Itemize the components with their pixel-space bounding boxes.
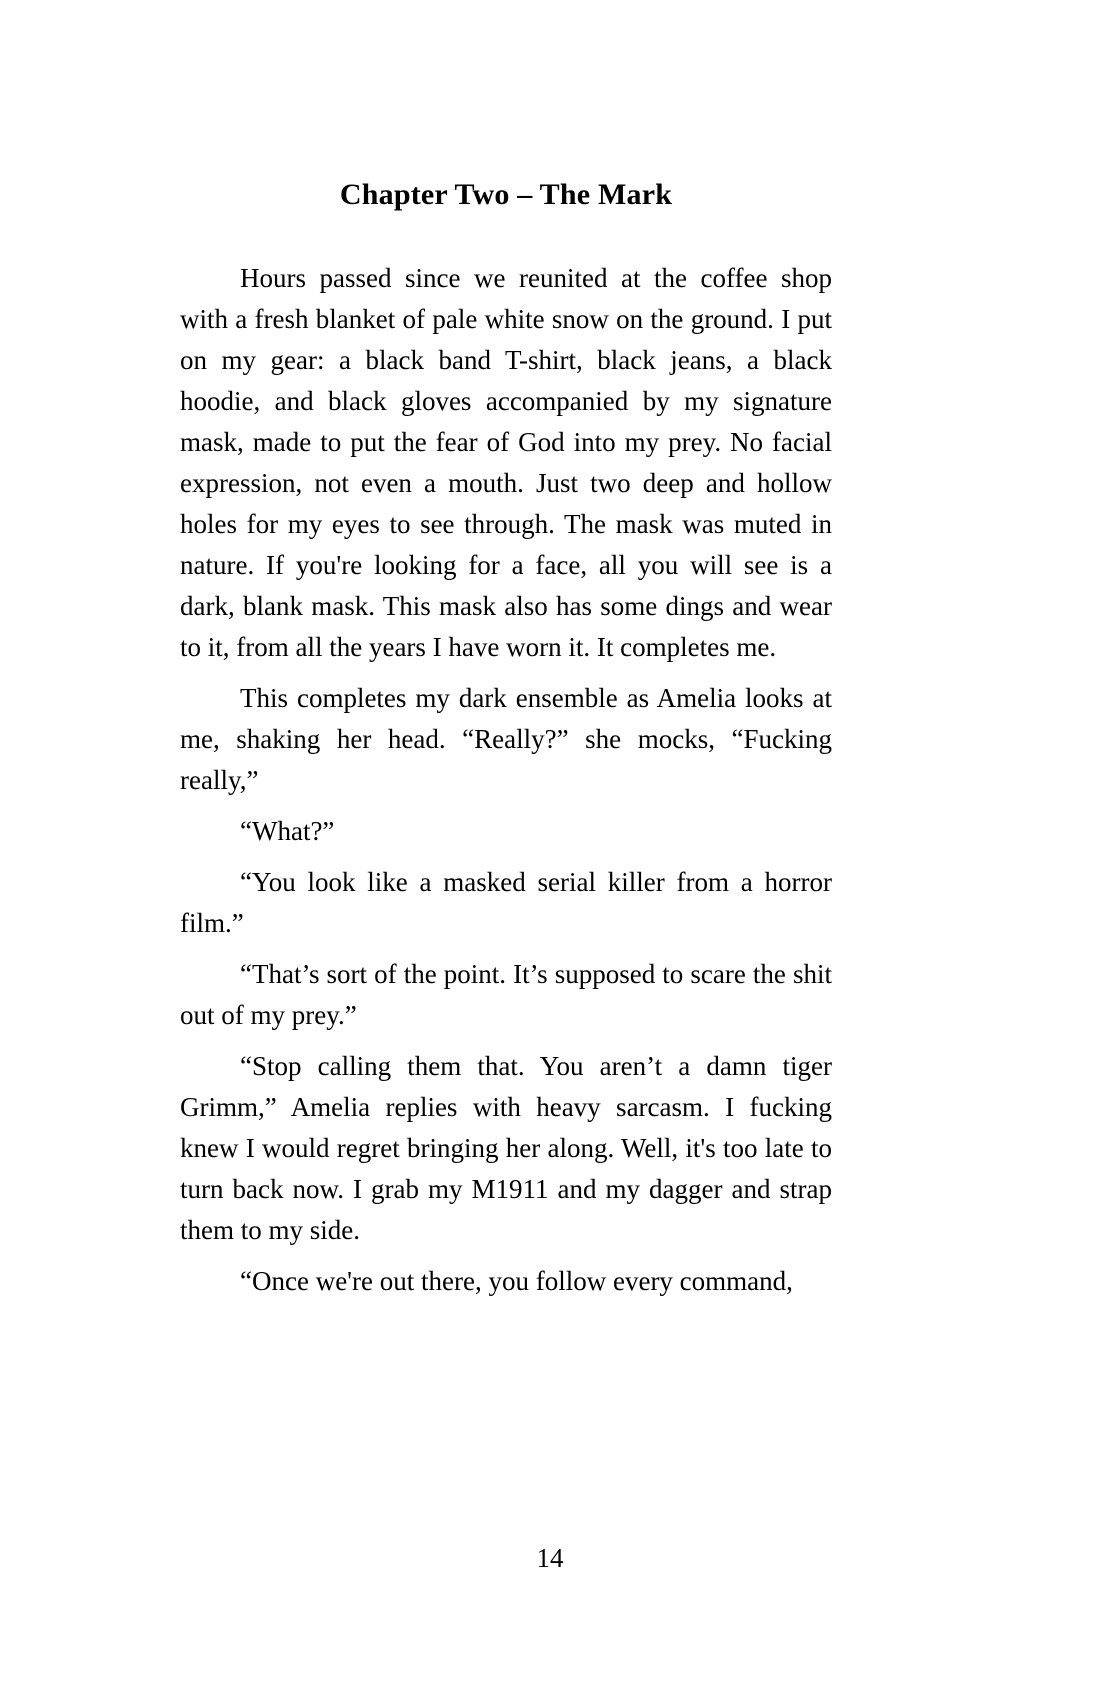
body-paragraph: “That’s sort of the point. It’s supposed to scare the shit out of my prey.” [180, 958, 832, 1030]
page-text-column [180, 176, 832, 1302]
body-paragraph: “You look like a masked serial killer from a horror film.” [180, 866, 832, 938]
body-paragraph: Hours passed since we reunited at the coffee shop with a fresh blanket of pale white snow on the ground. I put on my gear: a black band T-shirt, black jeans, a black hoodie, and black gloves accompanied by my signature mask, made to put the fear of God into my prey. No facial expression, not even a mouth. Just two deep and hollow holes for my eyes to see through. The mask was muted in nature. If you're looking for a face, all you will see is a dark, blank mask. This mask also has some dings and wear to it, from all the years I have worn it. It completes me. [180, 262, 832, 662]
body-paragraph: “Stop calling them that. You aren’t a damn tiger Grimm,” Amelia replies with heavy sarcasm. I fucking knew I would regret bringing her along. Well, it's too late to turn back now. I grab my M1911 and my dagger and strap them to my side. [180, 1050, 832, 1245]
body-paragraph: “Once we're out there, you follow every command, [240, 1265, 793, 1296]
body-paragraph: “What?” [240, 815, 335, 846]
chapter-title: Chapter Two – The Mark [339, 178, 673, 211]
body-paragraph: This completes my dark ensemble as Amelia looks at me, shaking her head. “Really?” she mocks, “Fucking really,” [180, 682, 832, 795]
page-number: 14 [536, 1543, 564, 1573]
